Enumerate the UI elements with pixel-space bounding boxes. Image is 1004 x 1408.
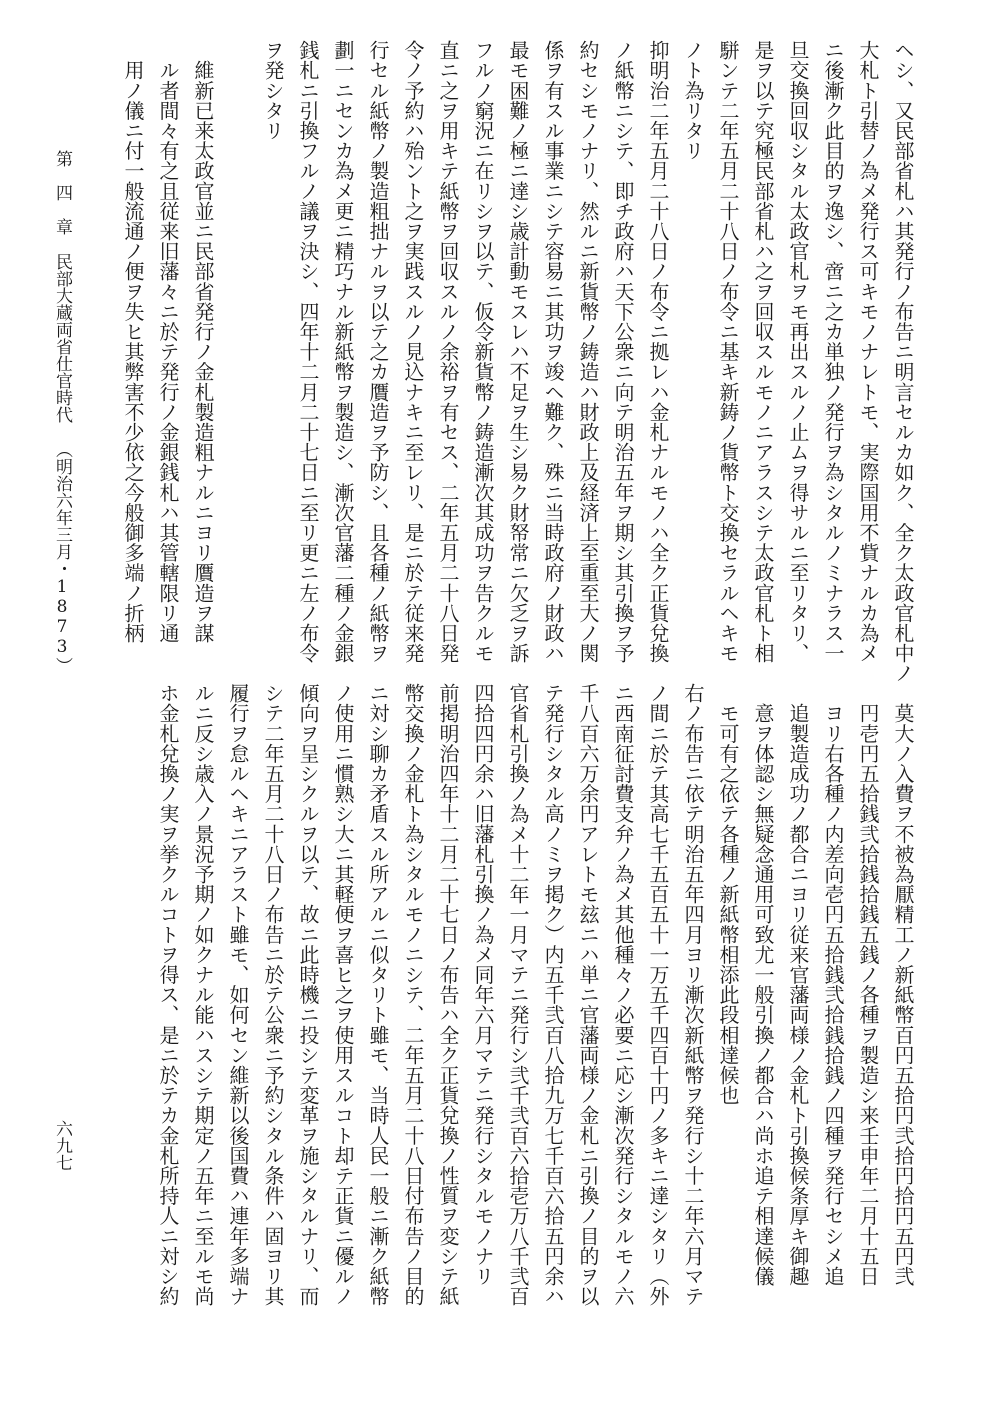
text-line: ニ後漸ク此目的ヲ逸シ、啻ニ之カ単独ノ発行ヲ為シタルノミナラス一 xyxy=(821,40,845,664)
text-line: 令ノ予約ハ殆ント之ヲ実践スルノ見込ナキニ至レリ、是ニ於テ従来発 xyxy=(401,40,425,664)
text-line: ヲ発シタリ xyxy=(261,40,285,141)
text-line: ルニ反シ歳入ノ景況予期ノ如クナル能ハスシテ期定ノ五年ニ至ルモ尚 xyxy=(191,683,215,1307)
text-line: 右ノ布告ニ依テ明治五年四月ヨリ漸次新紙幣ヲ発行シ十二年六月マテ xyxy=(681,683,705,1307)
lower-text-block xyxy=(140,683,920,1307)
chapter-label: 第 四 章 xyxy=(52,150,72,235)
text-line: 是ヲ以テ究極民部省札ハ之ヲ回収スルモノニアラスシテ太政官札ト相 xyxy=(751,40,775,664)
text-line: 追製造成功ノ都合ニヨリ従来官藩両様ノ金札ト引換候条厚キ御趣 xyxy=(786,683,810,1286)
text-line: 前掲明治四年十二月二十七日ノ布告ハ全ク正貨兌換ノ性質ヲ変シテ紙 xyxy=(436,683,460,1307)
running-head xyxy=(52,150,72,674)
text-line: 幣交換ノ金札ト為シタルモノニシテ、二年五月二十八日付布告ノ目的 xyxy=(401,683,425,1307)
text-line: 行セル紙幣ノ製造粗拙ナルヲ以テ之カ贋造ヲ予防シ、且各種ノ紙幣ヲ xyxy=(366,40,390,664)
text-line: ノト為リタリ xyxy=(681,40,705,161)
text-line: 千八百六万余円アレトモ玆ニハ単ニ官藩両様ノ金札ニ引換ノ目的ヲ以 xyxy=(576,683,600,1307)
text-line: ニ対シ聊カ矛盾スル所アルニ似タリト雖モ、当時人民一般ニ漸ク紙幣 xyxy=(366,683,390,1307)
text-line: 劃一ニセンカ為メ更ニ精巧ナル新紙幣ヲ製造シ、漸次官藩二種ノ金銀 xyxy=(331,40,355,664)
text-line: 傾向ヲ呈シクルヲ以テ、故ニ此時機ニ投シテ変革ヲ施シタルナリ、而 xyxy=(296,683,320,1307)
section-title: 民部大蔵両省仕官時代 xyxy=(52,253,72,423)
text-line: 四拾四円余ハ旧藩札引換ノ為メ同年六月マテニ発行シタルモノナリ xyxy=(471,683,495,1286)
text-line: ヨリ右各種ノ内差向壱円五拾銭弐拾銭拾銭ノ四種ヲ発行セシメ追 xyxy=(821,683,845,1286)
upper-text-block xyxy=(121,40,920,684)
text-line: 銭札ニ引換フルノ議ヲ決シ、四年十二月二十七日ニ至リ更ニ左ノ布令 xyxy=(296,40,320,664)
text-line: ニ西南征討費支弁ノ為メ其他種々ノ必要ニ応シ漸次発行シタルモノ六 xyxy=(611,683,635,1307)
text-line: 大札ト引替ノ為メ発行ス可キモノナレトモ、実際国用不貲ナルカ為メ xyxy=(856,40,880,664)
text-line: 抑明治二年五月二十八日ノ布令ニ拠レハ金札ナルモノハ全ク正貨兌換 xyxy=(646,40,670,664)
date-range: （明治六年三月・1873） xyxy=(52,441,72,674)
text-line: 円壱円五拾銭弐拾銭拾銭五銭ノ各種ヲ製造シ来壬申年二月十五日 xyxy=(856,683,880,1286)
text-line: ノ間ニ於テ其高七千五百五十一万五千四百十円ノ多キニ達シタリ（外 xyxy=(646,683,670,1307)
text-line: 最モ困難ノ極ニ達シ歳計動モスレハ不足ヲ生シ易ク財帑常ニ欠乏ヲ訴 xyxy=(506,40,530,664)
text-line: モ可有之依テ各種ノ新紙幣相添此段相達候也 xyxy=(716,683,740,1106)
text-line: ル者間々有之且従来旧藩々ニ於テ発行ノ金銀銭札ハ其管轄限リ通 xyxy=(156,40,180,643)
text-line: 履行ヲ怠ルヘキニアラスト雖モ、如何セン維新以後国費ハ連年多端ナ xyxy=(226,683,250,1307)
text-line: フルノ窮況ニ在リシヲ以テ、仮令新貨幣ノ鋳造漸次其成功ヲ告クルモ xyxy=(471,40,495,664)
text-line: 係ヲ有スル事業ニシテ容易ニ其功ヲ竣ヘ難ク、殊ニ当時政府ノ財政ハ xyxy=(541,40,565,664)
text-line: 莫大ノ入費ヲ不被為厭精工ノ新紙幣百円五拾円弐拾円拾円五円弐 xyxy=(891,683,915,1286)
text-line: ホ金札兌換ノ実ヲ挙クルコトヲ得ス、是ニ於テカ金札所持人ニ対シ約 xyxy=(156,683,180,1307)
text-line: 意ヲ体認シ無疑念通用可致尤一般引換ノ都合ハ尚ホ追テ相達候儀 xyxy=(751,683,775,1286)
page-number: 六九七 xyxy=(52,1120,72,1171)
text-line: ヘシ、又民部省札ハ其発行ノ布告ニ明言セルカ如ク、全ク太政官札中ノ xyxy=(891,40,915,684)
text-line: 用ノ儀ニ付一般流通ノ便ヲ失ヒ其弊害不少依之今般御多端ノ折柄 xyxy=(121,40,145,643)
text-line: 旦交換回収シタル太政官札ヲモ再出スルノ止ムヲ得サルニ至リタリ、 xyxy=(786,40,810,664)
text-line: 駢ンテ二年五月二十八日ノ布令ニ基キ新鋳ノ貨幣ト交換セラルヘキモ xyxy=(716,40,740,664)
text-line: 直ニ之ヲ用キテ紙幣ヲ回収スルノ余裕ヲ有セス、二年五月二十八日発 xyxy=(436,40,460,664)
text-line: ノ使用ニ慣熟シ大ニ其軽便ヲ喜ヒ之ヲ使用スルコト却テ正貨ニ優ルノ xyxy=(331,683,355,1307)
text-line: 約セシモノナリ、然ルニ新貨幣ノ鋳造ハ財政上及経済上至重至大ノ関 xyxy=(576,40,600,664)
text-line: シテ二年五月二十八日ノ布告ニ於テ公衆ニ予約シタル条件ハ固ヨリ其 xyxy=(261,683,285,1307)
text-line: 官省札引換ノ為メ十二年一月マテニ発行シ弐千弐百六拾壱万八千弐百 xyxy=(506,683,530,1307)
text-line: ノ紙幣ニシテ、即チ政府ハ天下公衆ニ向テ明治五年ヲ期シ其引換ヲ予 xyxy=(611,40,635,664)
text-line: 維新已来太政官並ニ民部省発行ノ金札製造粗ナルニヨリ贋造ヲ謀 xyxy=(191,40,215,643)
text-line xyxy=(220,40,255,640)
text-line: テ発行シタル高ノミヲ掲ク）内五千弐百八拾九万七千百六拾五円余ハ xyxy=(541,683,565,1307)
